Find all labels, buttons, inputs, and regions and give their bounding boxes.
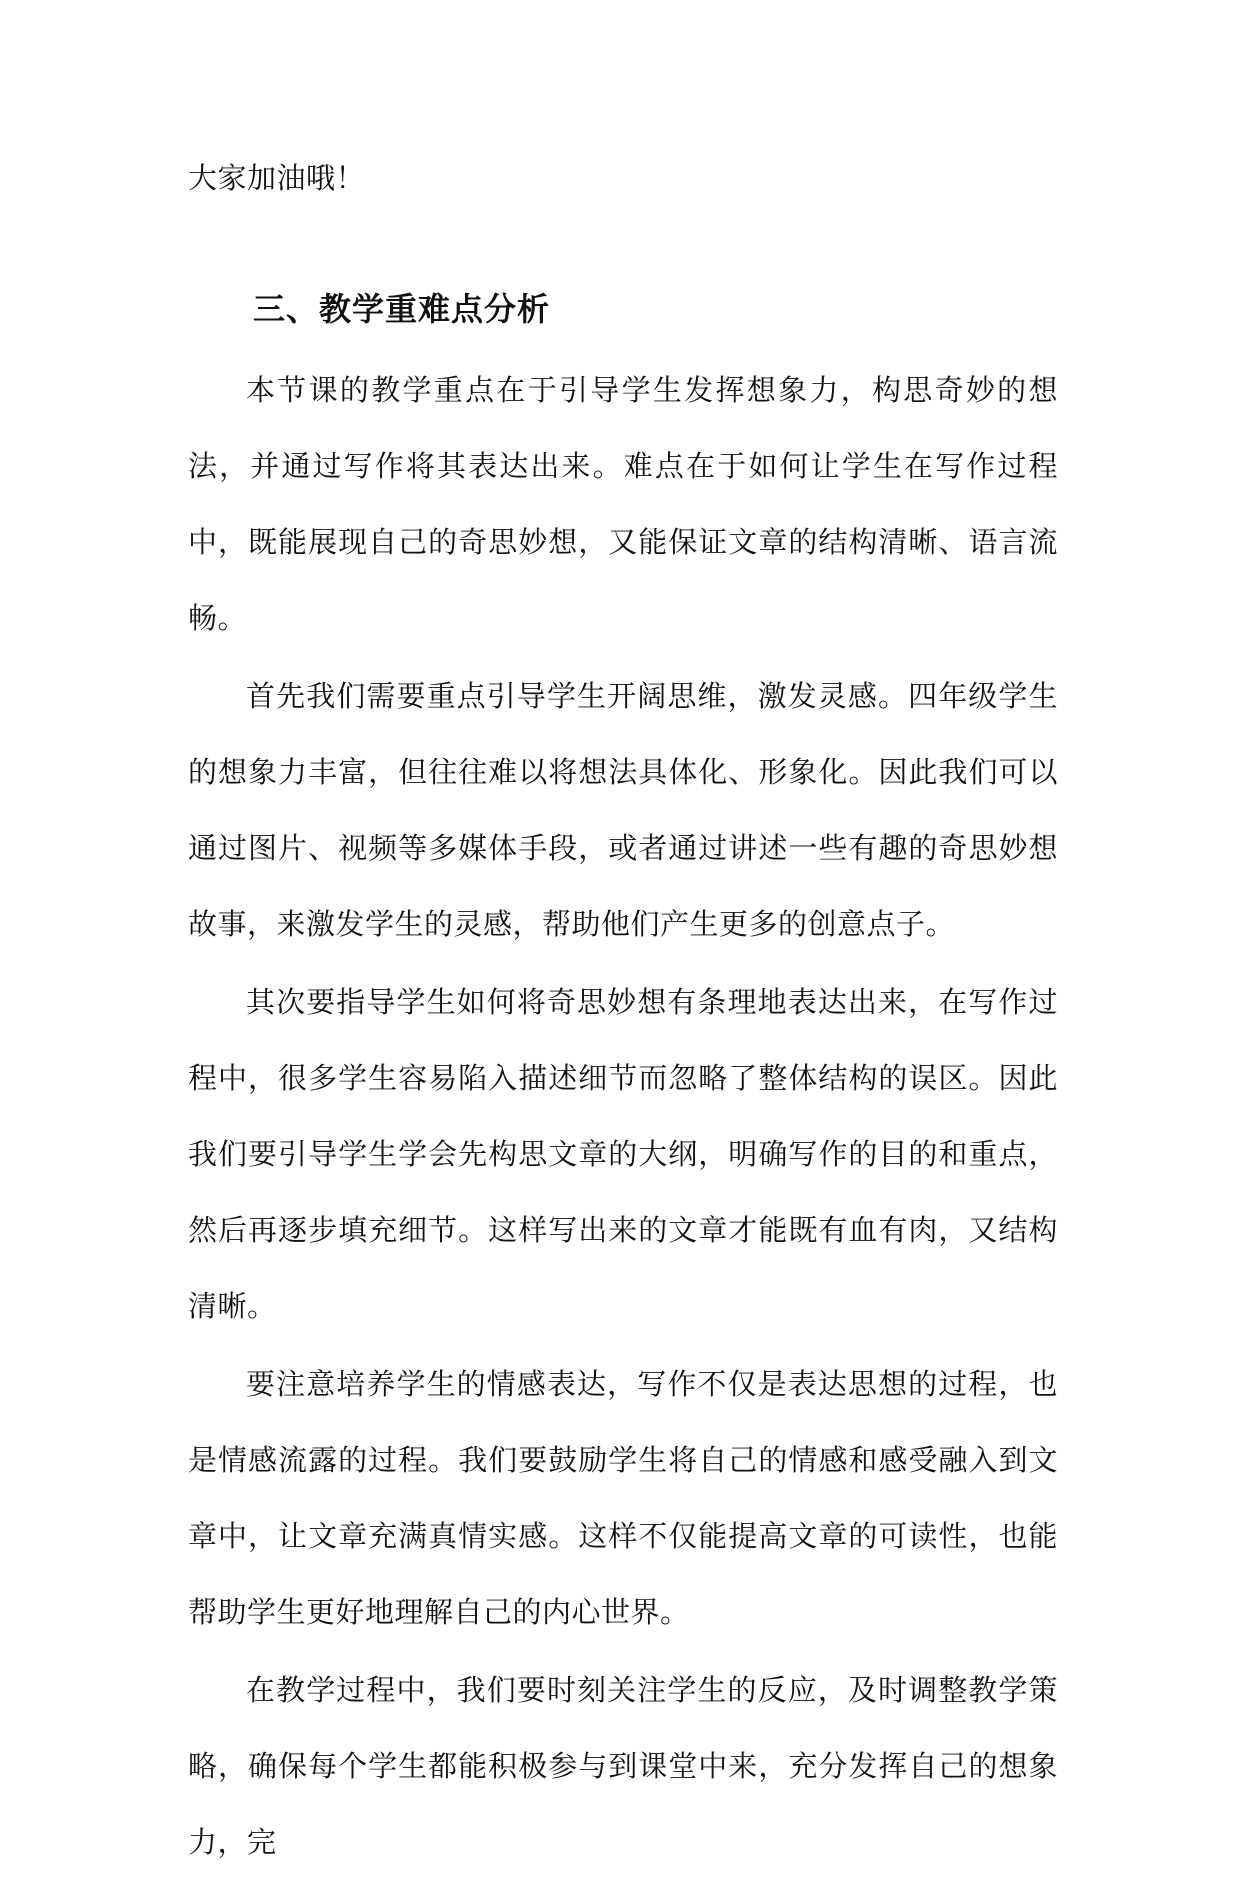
paragraph-2: 首先我们需要重点引导学生开阔思维，激发灵感。四年级学生的想象力丰富，但往往难以将想法具体化、形象化。因此我们可以通过图片、视频等多媒体手段，或者通过讲述一些有趣的奇思妙想故事，来激发学生的灵感，帮助他们产生更多的创意点子。: [188, 679, 1058, 941]
document-body: [188, 140, 1058, 1880]
paragraph-4: 要注意培养学生的情感表达，写作不仅是表达思想的过程，也是情感流露的过程。我们要鼓励学生将自己的情感和感受融入到文章中，让文章充满真情实感。这样不仅能提高文章的可读性，也能帮助学生更好地理解自己的内心世界。: [188, 1367, 1058, 1629]
paragraph-1: 本节课的教学重点在于引导学生发挥想象力，构思奇妙的想法，并通过写作将其表达出来。难点在于如何让学生在写作过程中，既能展现自己的奇思妙想，又能保证文章的结构清晰、语言流畅。: [188, 373, 1058, 635]
paragraph-3: 其次要指导学生如何将奇思妙想有条理地表达出来，在写作过程中，很多学生容易陷入描述细节而忽略了整体结构的误区。因此我们要引导学生学会先构思文章的大纲，明确写作的目的和重点，然后再逐步填充细节。这样写出来的文章才能既有血有肉，又结构清晰。: [188, 985, 1058, 1323]
intro-line: 大家加油哦！: [188, 161, 366, 195]
paragraph-5: 在教学过程中，我们要时刻关注学生的反应，及时调整教学策略，确保每个学生都能积极参与到课堂中来，充分发挥自己的想象力，完: [188, 1673, 1058, 1859]
section-title: 三、教学重难点分析: [253, 290, 551, 328]
